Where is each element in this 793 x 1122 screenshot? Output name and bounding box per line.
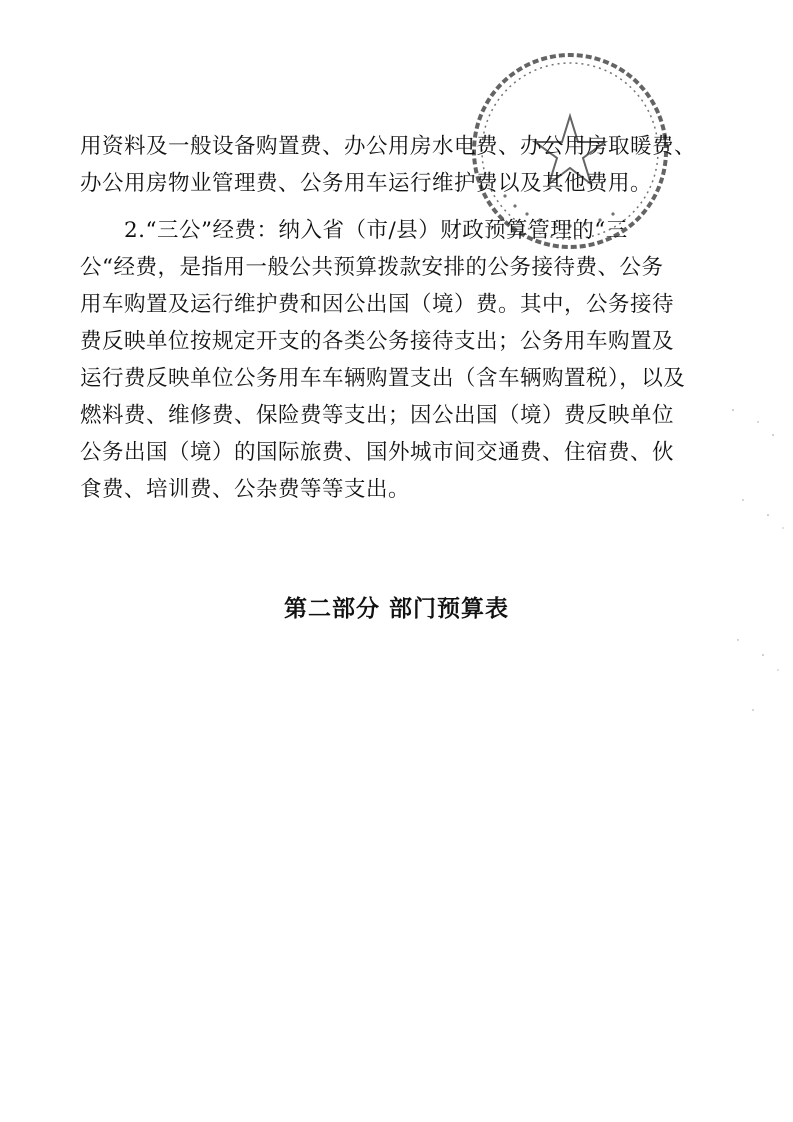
paragraph-three-public-expenses (80, 212, 720, 508)
text-line: 2.“三公”经费：纳入省（市/县）财政预算管理的“三 (80, 218, 628, 243)
text-line: 运行费反映单位公务用车车辆购置支出（含车辆购置税），以及 (80, 366, 686, 391)
text-line: 用车购置及运行维护费和因公出国（境）费。其中，公务接待 (80, 292, 675, 317)
text-line: 用资料及一般设备购置费、办公用房水电费、办公用房取暖费、 (80, 134, 697, 159)
text-line: 费反映单位按规定开支的各类公务接待支出；公务用车购置及 (80, 329, 675, 354)
text-line: 办公用房物业管理费、公务用车运行维护费以及其他费用。 (80, 171, 653, 196)
text-line: 食费、培训费、公杂费等等支出。 (80, 477, 411, 502)
text-line: 公“经费，是指用一般公共预算拨款安排的公务接待费、公务 (80, 255, 664, 280)
section-title: 第二部分 部门预算表 (283, 596, 509, 622)
text-line: 燃料费、维修费、保险费等支出；因公出国（境）费反映单位 (80, 403, 675, 428)
scan-noise-decoration (713, 380, 793, 740)
paragraph-office-expenses (80, 128, 720, 202)
text-line: 公务出国（境）的国际旅费、国外城市间交通费、住宿费、伙 (80, 440, 675, 465)
